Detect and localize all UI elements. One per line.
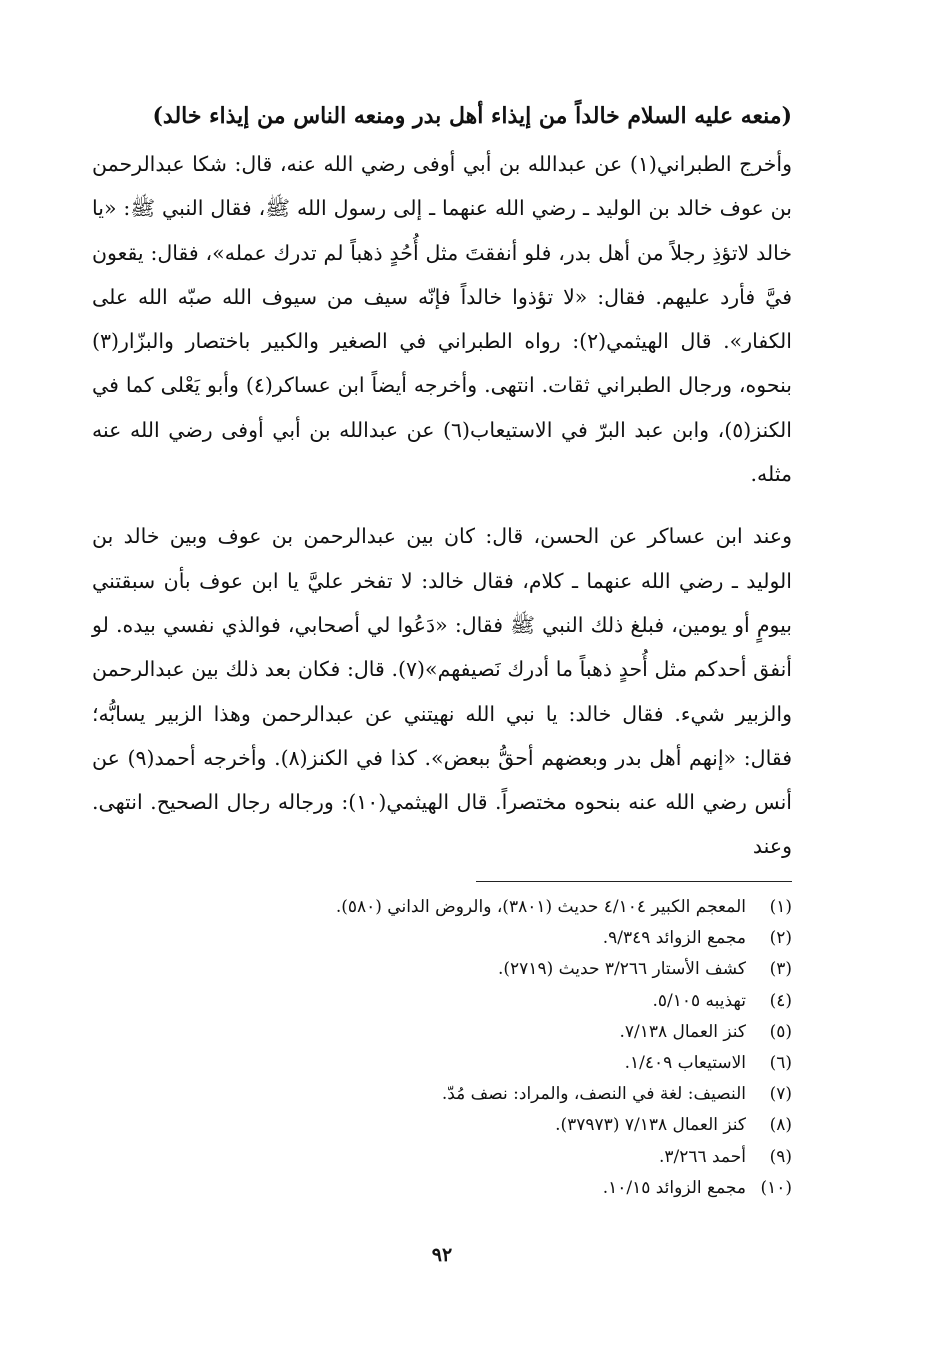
footnote-item bbox=[92, 954, 792, 985]
footnote-item bbox=[92, 1173, 792, 1204]
footnote-item bbox=[92, 986, 792, 1017]
footnote-number: (٤) bbox=[769, 990, 792, 1011]
footnote-item bbox=[92, 1110, 792, 1141]
page-number: ٩٢ bbox=[431, 1244, 453, 1266]
footnote-item bbox=[92, 1048, 792, 1079]
footnote-text: الاستيعاب ١/٤٠٩. bbox=[624, 1053, 746, 1074]
footnote-text: مجمع الزوائد ١٠/١٥. bbox=[602, 1177, 746, 1198]
footnote-number: (٢) bbox=[769, 928, 792, 949]
footnote-text: مجمع الزوائد ٩/٣٤٩. bbox=[602, 928, 746, 949]
footnote-item bbox=[92, 1017, 792, 1048]
footnote-text: كنز العمال ٧/١٣٨. bbox=[619, 1021, 746, 1042]
footnote-divider bbox=[476, 881, 792, 882]
footnote-number: (٥) bbox=[769, 1021, 792, 1042]
paragraph-spacer bbox=[92, 496, 792, 514]
section-heading: (منعه عليه السلام خالداً من إيذاء أهل بدر ومنعه الناس من إيذاء خالد) bbox=[152, 103, 792, 129]
book-page bbox=[92, 96, 792, 1296]
footnote-text: كشف الأستار ٣/٢٦٦ حديث (٢٧١٩). bbox=[498, 959, 746, 980]
footnote-number: (٩) bbox=[769, 1146, 792, 1167]
footnote-text: أحمد ٣/٢٦٦. bbox=[658, 1146, 746, 1167]
footnote-item bbox=[92, 1142, 792, 1173]
footnote-number: (١٠) bbox=[760, 1177, 792, 1198]
footnote-number: (٣) bbox=[769, 959, 792, 980]
footnote-number: (١) bbox=[769, 897, 792, 917]
body-paragraph: وعند ابن عساكر عن الحسن، قال: كان بين عبدالرحمن بن عوف وبين خالد بن الوليد ـ رضي الله عنهما ـ كلام، فقال خالد: لا تفخر عليَّ يا ابن عوف بأن سبقتني بيومٍ أو يومين، فبلغ ذلك النبي ﷺ فقال: «دَعُوا لي أصحابي، فوالذي نفسي بيده. لو أنفق أحدكم مثل أُحدٍ ذهباً ما أدرك نَصيفهم»(٧). قال: فكان بعد ذلك بين عبدالرحمن والزبير شيء. فقال خالد: يا نبي الله نهيتني عن عبدالرحمن وهذا الزبير يسابُّه؛ فقال: «إنهم أهل بدر وبعضهم أحقُّ ببعض». كذا في الكنز(٨). وأخرجه أحمد(٩) عن أنس رضي الله عنه بنحوه مختصراً. قال الهيثمي(١٠): ورجاله رجال الصحيح. انتهى. وعند bbox=[92, 524, 793, 859]
footnote-item bbox=[92, 892, 792, 923]
footnote-item bbox=[92, 923, 792, 954]
footnote-item bbox=[92, 1079, 792, 1110]
footnote-number: (٧) bbox=[769, 1084, 792, 1105]
footnote-text: كنز العمال ٧/١٣٨ (٣٧٩٧٣). bbox=[555, 1115, 746, 1136]
footnote-text: النصيف: لغة في النصف، والمراد: نصف مُدّ. bbox=[441, 1084, 746, 1105]
footnote-number: (٦) bbox=[769, 1053, 792, 1074]
footnote-text: تهذيبه ٥/١٠٥. bbox=[652, 990, 746, 1011]
footnote-text: المعجم الكبير ٤/١٠٤ حديث (٣٨٠١)، والروض الداني (٥٨٠). bbox=[335, 897, 746, 917]
body-paragraph: وأخرج الطبراني(١) عن عبدالله بن أبي أوفى رضي الله عنه، قال: شكا عبدالرحمن بن عوف خالد بن الوليد ـ رضي الله عنهما ـ إلى رسول الله ﷺ، فقال النبي ﷺ: «يا خالد لاتؤذِ رجلاً من أهل بدر، فلو أنفقتَ مثل أُحُدٍ ذهباً لم تدرك عمله»، فقال: يقعون فيَّ فأرد عليهم. فقال: «لا تؤذوا خالداً فإنّه سيف من سيوف الله صبّه الله على الكفار». قال الهيثمي(٢): رواه الطبراني في الصغير والكبير باختصار والبزّار(٣) بنحوه، ورجال الطبراني ثقات. انتهى. وأخرجه أيضاً ابن عساكر(٤) وأبو يَعْلى كما في الكنز(٥)، وابن عبد البرّ في الاستيعاب(٦) عن عبدالله بن أبي أوفى رضي الله عنه مثله. bbox=[92, 152, 793, 487]
footnotes-list bbox=[92, 892, 792, 1204]
footnote-number: (٨) bbox=[769, 1115, 792, 1136]
